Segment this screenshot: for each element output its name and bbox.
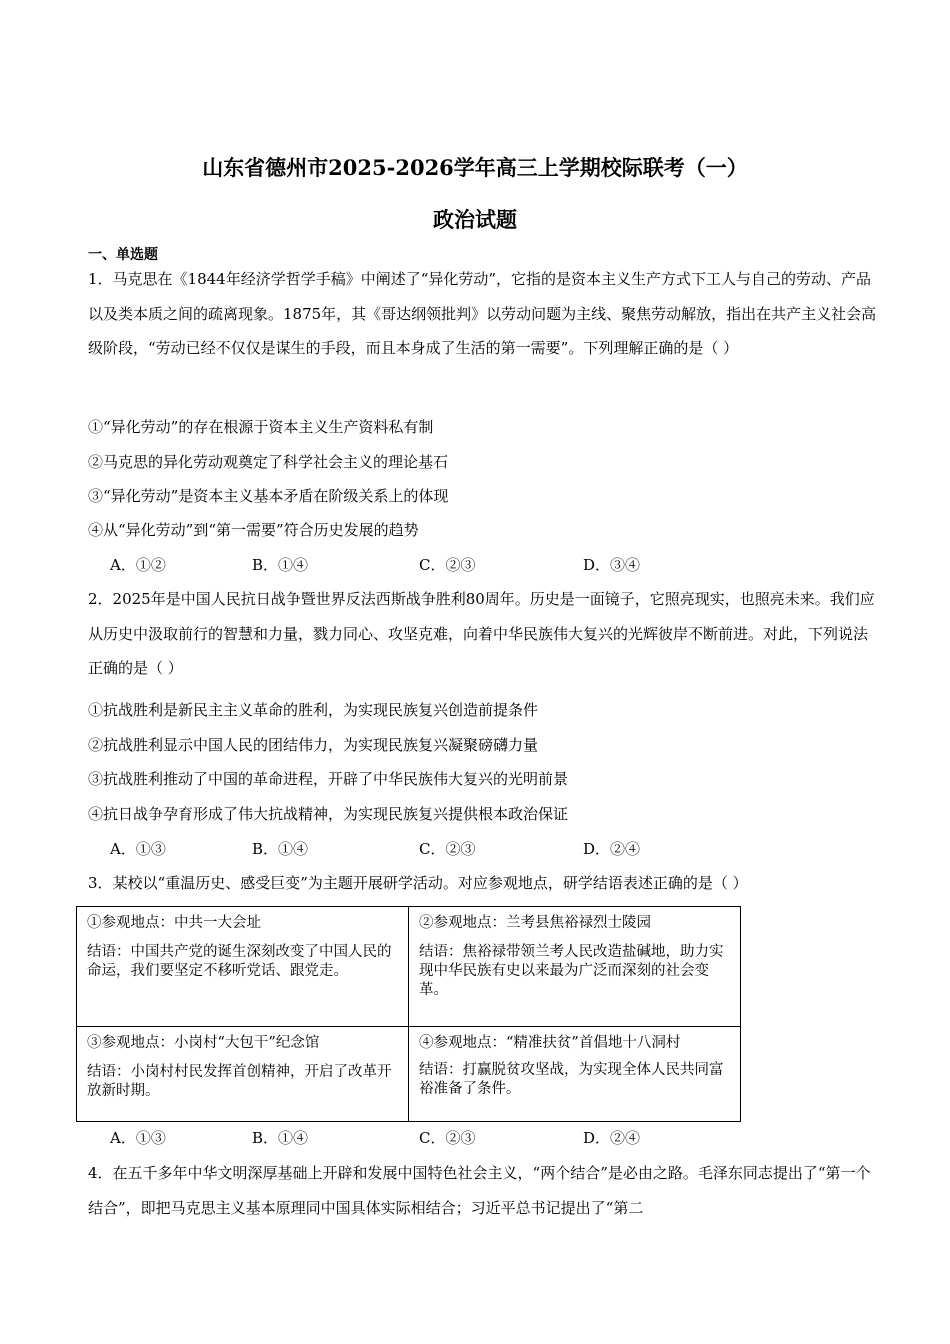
table-row: [77, 907, 741, 1027]
table-cell: [77, 907, 409, 1027]
question-1-item-2: ②马克思的异化劳动观奠定了科学社会主义的理论基石: [88, 453, 449, 471]
question-1-item-3: ③“异化劳动”是资本主义基本矛盾在阶级关系上的体现: [88, 487, 449, 505]
cell-summary: 结语：焦裕禄带领兰考人民改造盐碱地，助力实现中华民族有史以来最为广泛而深刻的社会变革。: [419, 944, 724, 998]
table-cell: [409, 1026, 741, 1121]
cell-place: ①参观地点：中共一大会址: [87, 915, 261, 931]
question-2-stem: 2．2025年是中国人民抗日战争暨世界反法西斯战争胜利80周年。历史是一面镜子，它照亮现实，也照亮未来。我们应从历史中汲取前行的智慧和力量，戮力同心、攻坚克难，向着中华民族伟大复兴的光辉彼岸不断前进。对此，下列说法正确的是（ ）: [88, 590, 875, 677]
choice-d: D．③④: [583, 556, 641, 574]
question-2-choices: [110, 838, 710, 858]
cell-place: ③参观地点：小岗村“大包干”纪念馆: [87, 1034, 320, 1051]
question-1-item-1: ①“异化劳动”的存在根源于资本主义生产资料私有制: [88, 418, 434, 436]
choice-c: C．②③: [419, 1129, 476, 1147]
choice-c: C．②③: [419, 556, 476, 574]
choice-d: D．②④: [583, 1129, 641, 1147]
choice-a: A．①③: [110, 1129, 166, 1147]
choice-b: B．①④: [252, 1129, 309, 1147]
page-title: 山东省德州市2025-2026学年高三上学期校际联考（一）: [202, 155, 748, 180]
choice-a: A．①③: [110, 840, 166, 858]
question-4-stem: 4．在五千多年中华文明深厚基础上开辟和发展中国特色社会主义，“两个结合”是必由之路。毛泽东同志提出了“第一个结合”，即把马克思主义基本原理同中国具体实际相结合；习近平总书记提出了“第二: [88, 1164, 871, 1217]
question-3-choices: [110, 1127, 710, 1147]
question-2-item-1: ①抗战胜利是新民主主义革命的胜利，为实现民族复兴创造前提条件: [88, 701, 539, 719]
choice-b: B．①④: [252, 840, 309, 858]
choice-a: A．①②: [110, 556, 166, 574]
question-2-item-4: ④抗日战争孕育形成了伟大抗战精神，为实现民族复兴提供根本政治保证: [88, 805, 569, 823]
cell-summary: 结语：中国共产党的诞生深刻改变了中国人民的命运，我们要坚定不移听党话、跟党走。: [87, 944, 392, 979]
question-3-stem: 3．某校以“重温历史、感受巨变”为主题开展研学活动。对应参观地点，研学结语表述正确的是（ ）: [88, 874, 748, 892]
question-2-item-2: ②抗战胜利显示中国人民的团结伟力，为实现民族复兴凝聚磅礴力量: [88, 736, 539, 754]
table-cell: [77, 1026, 409, 1121]
choice-b: B．①④: [252, 556, 309, 574]
question-1-choices: [110, 554, 710, 574]
page-subtitle: 政治试题: [433, 207, 517, 232]
cell-summary: 结语：小岗村村民发挥首创精神，开启了改革开放新时期。: [87, 1063, 392, 1099]
cell-place: ④参观地点：“精准扶贫”首倡地十八洞村: [419, 1034, 681, 1051]
cell-summary: 结语：打赢脱贫攻坚战，为实现全体人民共同富裕准备了条件。: [419, 1061, 724, 1097]
question-1-item-4: ④从“异化劳动”到“第一需要”符合历史发展的趋势: [88, 521, 419, 539]
table-cell: [409, 907, 741, 1027]
table-row: [77, 1026, 741, 1121]
question-1-stem: 1．马克思在《1844年经济学哲学手稿》中阐述了“异化劳动”，它指的是资本主义生产方式下工人与自己的劳动、产品以及类本质之间的疏离现象。1875年，其《哥达纲领批判》以劳动问题为主线、聚焦劳动解放，指出在共产主义社会高级阶段，“劳动已经不仅仅是谋生的手段，而且本身成了生活的第一需要”。下列理解正确的是（ ）: [88, 270, 877, 357]
question-2-item-3: ③抗战胜利推动了中国的革命进程，开辟了中华民族伟大复兴的光明前景: [88, 770, 569, 788]
choice-d: D．②④: [583, 840, 641, 858]
study-table: [76, 906, 741, 1122]
section-heading: 一、单选题: [88, 247, 158, 263]
choice-c: C．②③: [419, 840, 476, 858]
cell-place: ②参观地点：兰考县焦裕禄烈士陵园: [419, 915, 651, 931]
